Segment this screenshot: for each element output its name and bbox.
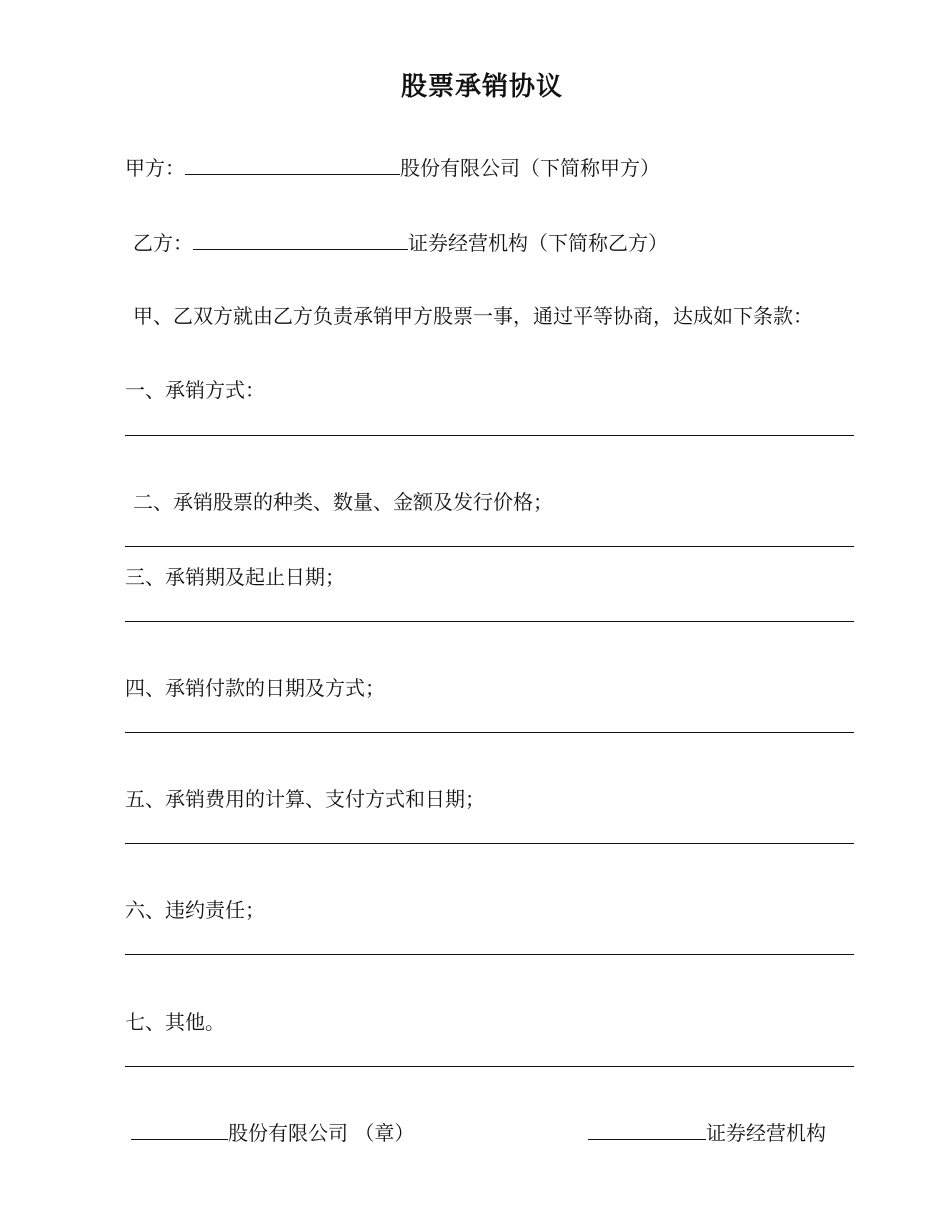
clause-3: 三、承销期及起止日期； xyxy=(125,565,345,589)
signature-left-blank[interactable] xyxy=(131,1119,228,1140)
preamble: 甲、乙双方就由乙方负责承销甲方股票一事，通过平等协商，达成如下条款： xyxy=(133,304,813,328)
signature-right-blank[interactable] xyxy=(588,1119,706,1140)
party-b-name-blank[interactable] xyxy=(193,229,408,250)
clause-1-fill-line[interactable] xyxy=(125,435,854,436)
party-a-line xyxy=(125,154,660,181)
party-b-label: 乙方： xyxy=(133,231,193,255)
party-a-suffix: 股份有限公司（下简称甲方） xyxy=(400,156,660,180)
clause-2: 二、承销股票的种类、数量、金额及发行价格； xyxy=(133,490,553,514)
party-b-line xyxy=(133,229,668,256)
clause-6: 六、违约责任； xyxy=(125,898,265,922)
clause-3-fill-line[interactable] xyxy=(125,621,854,622)
clause-7: 七、其他。 xyxy=(125,1010,225,1034)
signature-right-label: 证券经营机构 xyxy=(706,1121,826,1145)
clause-2-fill-line[interactable] xyxy=(125,546,854,547)
clause-5-fill-line[interactable] xyxy=(125,843,854,844)
clause-4: 四、承销付款的日期及方式； xyxy=(125,676,385,700)
clause-5: 五、承销费用的计算、支付方式和日期； xyxy=(125,787,485,811)
signature-left xyxy=(131,1119,414,1146)
signature-right xyxy=(588,1119,826,1146)
signature-left-label: 股份有限公司 （章） xyxy=(228,1121,415,1145)
party-b-suffix: 证券经营机构（下简称乙方） xyxy=(408,231,668,255)
clause-4-fill-line[interactable] xyxy=(125,732,854,733)
clause-6-fill-line[interactable] xyxy=(125,954,854,955)
party-a-label: 甲方： xyxy=(125,156,185,180)
clause-7-fill-line[interactable] xyxy=(125,1066,854,1067)
party-a-name-blank[interactable] xyxy=(185,154,400,175)
clause-1: 一、承销方式： xyxy=(125,378,265,402)
document-title: 股票承销协议 xyxy=(400,72,563,102)
